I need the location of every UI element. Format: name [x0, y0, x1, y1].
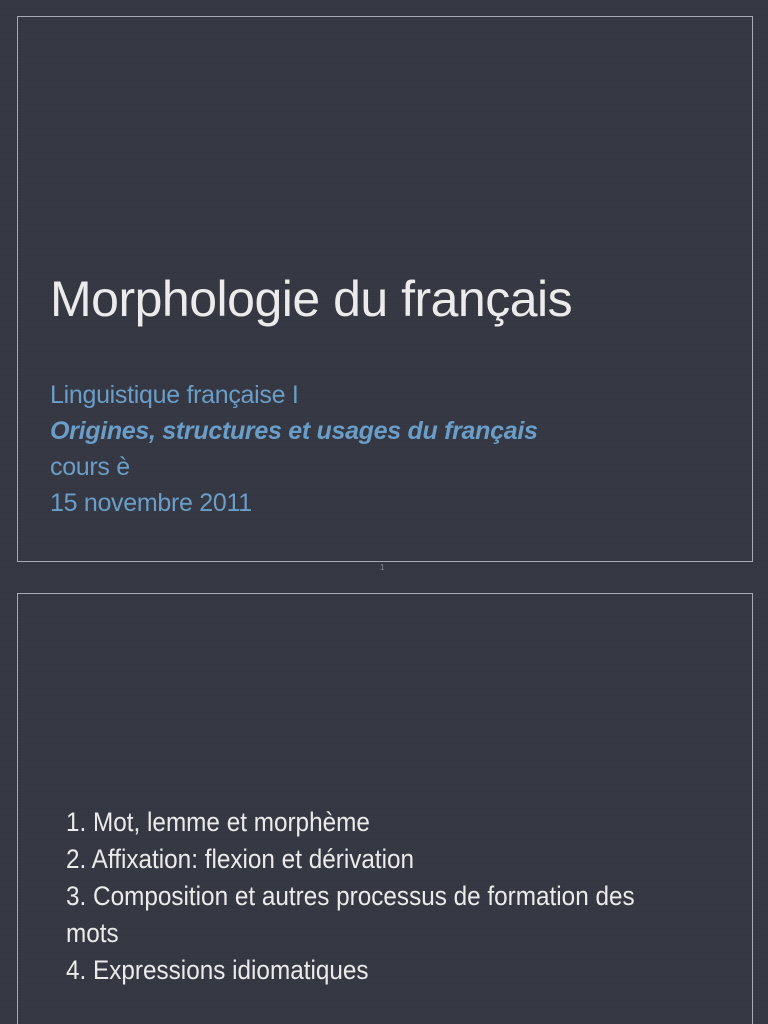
course-name: Linguistique française I: [50, 381, 299, 409]
course-subtitle: Origines, structures et usages du français: [50, 417, 538, 445]
outline-item: 4. Expressions idiomatiques: [66, 955, 369, 985]
outline-slide: [0, 578, 768, 1024]
course-date: 15 novembre 2011: [50, 489, 252, 517]
page-number: 1: [380, 563, 385, 572]
outline-item: 2. Affixation: flexion et dérivation: [66, 844, 415, 874]
outline-item: 1. Mot, lemme et morphème: [66, 807, 370, 837]
slide-subtitle: [50, 377, 538, 521]
outline-item: 3. Composition et autres processus de formation des mots: [66, 881, 635, 948]
slide-title: Morphologie du français: [50, 271, 573, 327]
outline-list: [66, 804, 716, 989]
course-session: cours è: [50, 453, 130, 481]
